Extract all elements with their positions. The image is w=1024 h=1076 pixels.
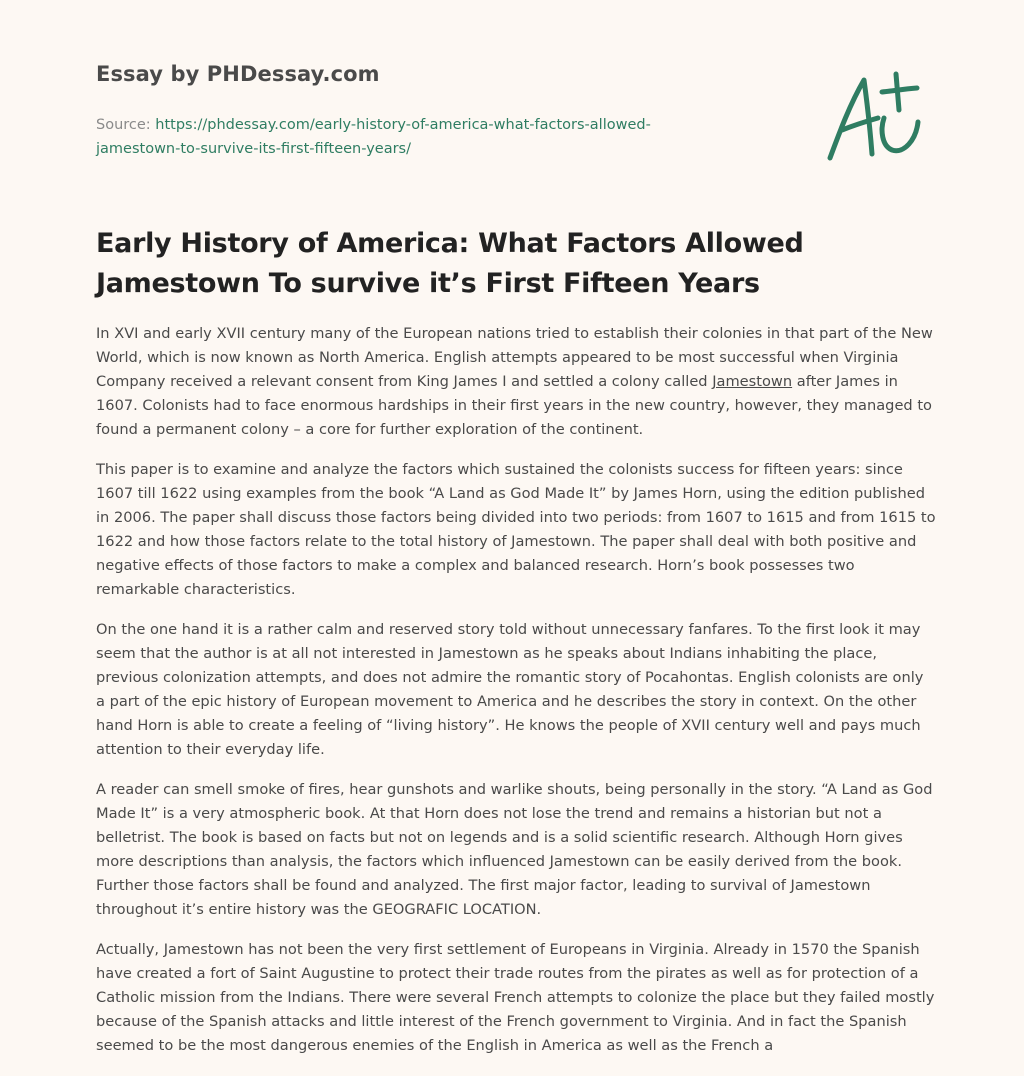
article [96, 224, 936, 1074]
source-line [96, 113, 736, 161]
source-link-line1: https://phdessay.com/early-history-of-america-what-factors-allowed- [155, 117, 651, 133]
site-brand: Essay by PHDessay.com [96, 62, 380, 86]
paragraph-4: A reader can smell smoke of fires, hear gunshots and warlike shouts, being personally in the story. “A Land as God Made It” is a very atmospheric book. At that Horn does not lose the trend and remains a historian but not a belletrist. The book is based on facts but not on legends and is a solid scientific research. Although Horn gives more descriptions than analysis, the factors which influenced Jamestown can be easily derived from the book. Further those factors shall be found and analyzed. The first major factor, leading to survival of Jamestown throughout it’s entire history was the GEOGRAFIC LOCATION. [96, 781, 933, 918]
paragraph-2: This paper is to examine and analyze the factors which sustained the colonists success for fifteen years: since 1607 till 1622 using examples from the book “A Land as God Made It” by James Horn, using the edition published in 2006. The paper shall discuss those factors being divided into two periods: from 1607 to 1615 and from 1615 to 1622 and how those factors relate to the total history of Jamestown. The paper shall deal with both positive and negative effects of those factors to make a complex and balanced research. Horn’s book possesses two remarkable characteristics. [96, 461, 936, 598]
source-link[interactable] [96, 117, 651, 157]
paragraph-1-text-b: after James in 1607. Colonists had to face enormous hardships in their first years in the new country, however, they managed to found a permanent colony – a core for further exploration of the continent. [96, 373, 932, 438]
source-link-line2: jamestown-to-survive-its-first-fifteen-years/ [96, 141, 411, 157]
a-plus-grade-icon [820, 66, 930, 166]
article-title-line2: Jamestown To survive it’s First Fifteen Years [96, 268, 760, 299]
jamestown-link[interactable]: Jamestown [712, 373, 793, 390]
article-title [96, 224, 936, 304]
page-header [96, 62, 736, 161]
paragraph-5: Actually, Jamestown has not been the very first settlement of Europeans in Virginia. Already in 1570 the Spanish have created a fort of Saint Augustine to protect their trade routes from the pirates as well as for protection of a Catholic mission from the Indians. There were several French attempts to colonize the place but they failed mostly because of the Spanish attacks and little interest of the French government to Virginia. And in fact the Spanish seemed to be the most dangerous enemies of the English in America as well as the French a [96, 941, 935, 1054]
article-title-line1: Early History of America: What Factors Allowed [96, 228, 804, 259]
paragraph-1-text-a: In XVI and early XVII century many of the European nations tried to establish their colonies in that part of the New World, which is now known as North America. English attempts appeared to be most successful when Virginia Company received a relevant consent from King James I and settled a colony called [96, 325, 933, 390]
source-label: Source: [96, 117, 156, 133]
paragraph-3: On the one hand it is a rather calm and reserved story told without unnecessary fanfares. To the first look it may seem that the author is at all not interested in Jamestown as he speaks about Indians inhabiting the place, previous colonization attempts, and does not admire the romantic story of Pocahontas. English colonists are only a part of the epic history of European movement to America and he describes the story in context. On the other hand Horn is able to create a feeling of “living history”. He knows the people of XVII century well and pays much attention to their everyday life. [96, 621, 924, 758]
paragraph-1 [96, 322, 936, 442]
